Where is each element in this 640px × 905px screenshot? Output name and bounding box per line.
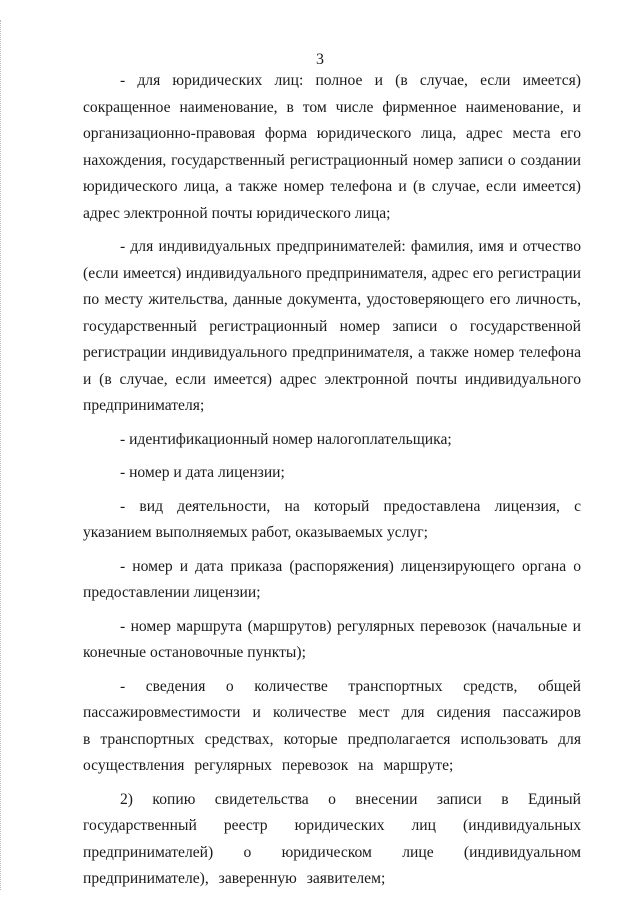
paragraph-individual-entrepreneurs: - для индивидуальных предпринимателей: фамилия, имя и отчество (если имеется) индивидуального предпринимателя, адрес его регистрации по месту жительства, данные документа, удостоверяющего его личность, государственный регистрационный номер записи о государственной регистрации индивидуального предпринимателя, а также номер телефона и (в случае, если имеется) адрес электронной почты индивидуального предпринимателя; xyxy=(83,238,581,414)
paragraph-vehicle-info: - сведения о количестве транспортных средств, общей пассажировместимости и количестве мест для сидения пассажиров в транспортных средствах, которые предполагается использовать для осуществления регулярных перевозок на маршруте; xyxy=(83,677,581,774)
document-body xyxy=(83,68,581,893)
page-number: 3 xyxy=(316,51,324,68)
paragraph-registry-certificate: 2) копию свидетельства о внесении записи в Единый государственный реестр юридических лиц (индивидуальных предпринимателей) о юридическом лице (индивидуальном предпринимателе), заверенную заявителем; xyxy=(83,790,581,887)
paragraph-route-number: - номер маршрута (маршрутов) регулярных перевозок (начальные и конечные остановочные пункты); xyxy=(83,617,581,661)
paragraph-taxpayer-id: - идентификационный номер налогоплательщика; xyxy=(120,430,452,448)
paragraph-license-number: - номер и дата лицензии; xyxy=(120,464,285,481)
paragraph-activity-type: - вид деятельности, на который предоставлена лицензия, с указанием выполняемых работ, оказываемых услуг; xyxy=(83,497,581,541)
paragraph-license-order: - номер и дата приказа (распоряжения) лицензирующего органа о предоставлении лицензии; xyxy=(83,557,581,601)
paragraph-legal-entities: - для юридических лиц: полное и (в случае, если имеется) сокращенное наименование, в том числе фирменное наименование, и организационно-правовая форма юридического лица, адрес места его нахождения, государственный регистрационный номер записи о создании юридического лица, а также номер телефона и (в случае, если имеется) адрес электронной почты юридического лица; xyxy=(83,72,581,222)
page-edge-mark xyxy=(0,20,2,890)
